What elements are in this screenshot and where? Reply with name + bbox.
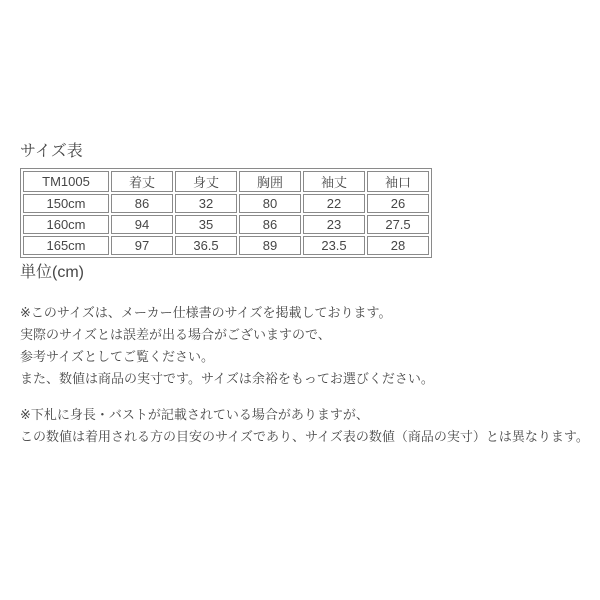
- table-row-150cm: [23, 194, 429, 213]
- page-title: サイズ表: [20, 143, 83, 160]
- unit-label: 単位(cm): [20, 264, 84, 281]
- note-line: ※下札に身長・バストが記載されている場合がありますが、: [20, 407, 369, 422]
- table-row-160cm: [23, 215, 429, 234]
- value-cell: 27.5: [367, 215, 429, 234]
- value-cell: 35: [175, 215, 237, 234]
- value-cell: 23.5: [303, 236, 365, 255]
- value-cell: 36.5: [175, 236, 237, 255]
- size-cell: 160cm: [23, 215, 109, 234]
- value-cell: 94: [111, 215, 173, 234]
- value-cell: 86: [239, 215, 301, 234]
- tag-disclaimer-notes: [20, 404, 596, 448]
- size-disclaimer-notes: [20, 302, 596, 390]
- table-row-165cm: [23, 236, 429, 255]
- column-header-mitake: 身丈: [175, 171, 237, 192]
- value-cell: 23: [303, 215, 365, 234]
- note-line: 実際のサイズとは誤差が出る場合がございますので、: [20, 327, 331, 342]
- value-cell: 80: [239, 194, 301, 213]
- value-cell: 22: [303, 194, 365, 213]
- value-cell: 32: [175, 194, 237, 213]
- value-cell: 26: [367, 194, 429, 213]
- size-cell: 150cm: [23, 194, 109, 213]
- value-cell: 28: [367, 236, 429, 255]
- note-line: ※このサイズは、メーカー仕様書のサイズを掲載しております。: [20, 305, 392, 320]
- note-line: 参考サイズとしてご覧ください。: [20, 349, 214, 364]
- column-header-kyoui: 胸囲: [239, 171, 301, 192]
- note-line: また、数値は商品の実寸です。サイズは余裕をもってお選びください。: [20, 371, 434, 386]
- column-header-sodetake: 袖丈: [303, 171, 365, 192]
- size-table: [20, 168, 432, 258]
- value-cell: 86: [111, 194, 173, 213]
- column-header-sodeguchi: 袖口: [367, 171, 429, 192]
- product-code-cell: TM1005: [23, 171, 109, 192]
- note-line: この数値は着用される方の目安のサイズであり、サイズ表の数値（商品の実寸）とは異なります。: [20, 429, 589, 444]
- size-cell: 165cm: [23, 236, 109, 255]
- column-header-chakutake: 着丈: [111, 171, 173, 192]
- value-cell: 97: [111, 236, 173, 255]
- table-header-row: [23, 171, 429, 192]
- value-cell: 89: [239, 236, 301, 255]
